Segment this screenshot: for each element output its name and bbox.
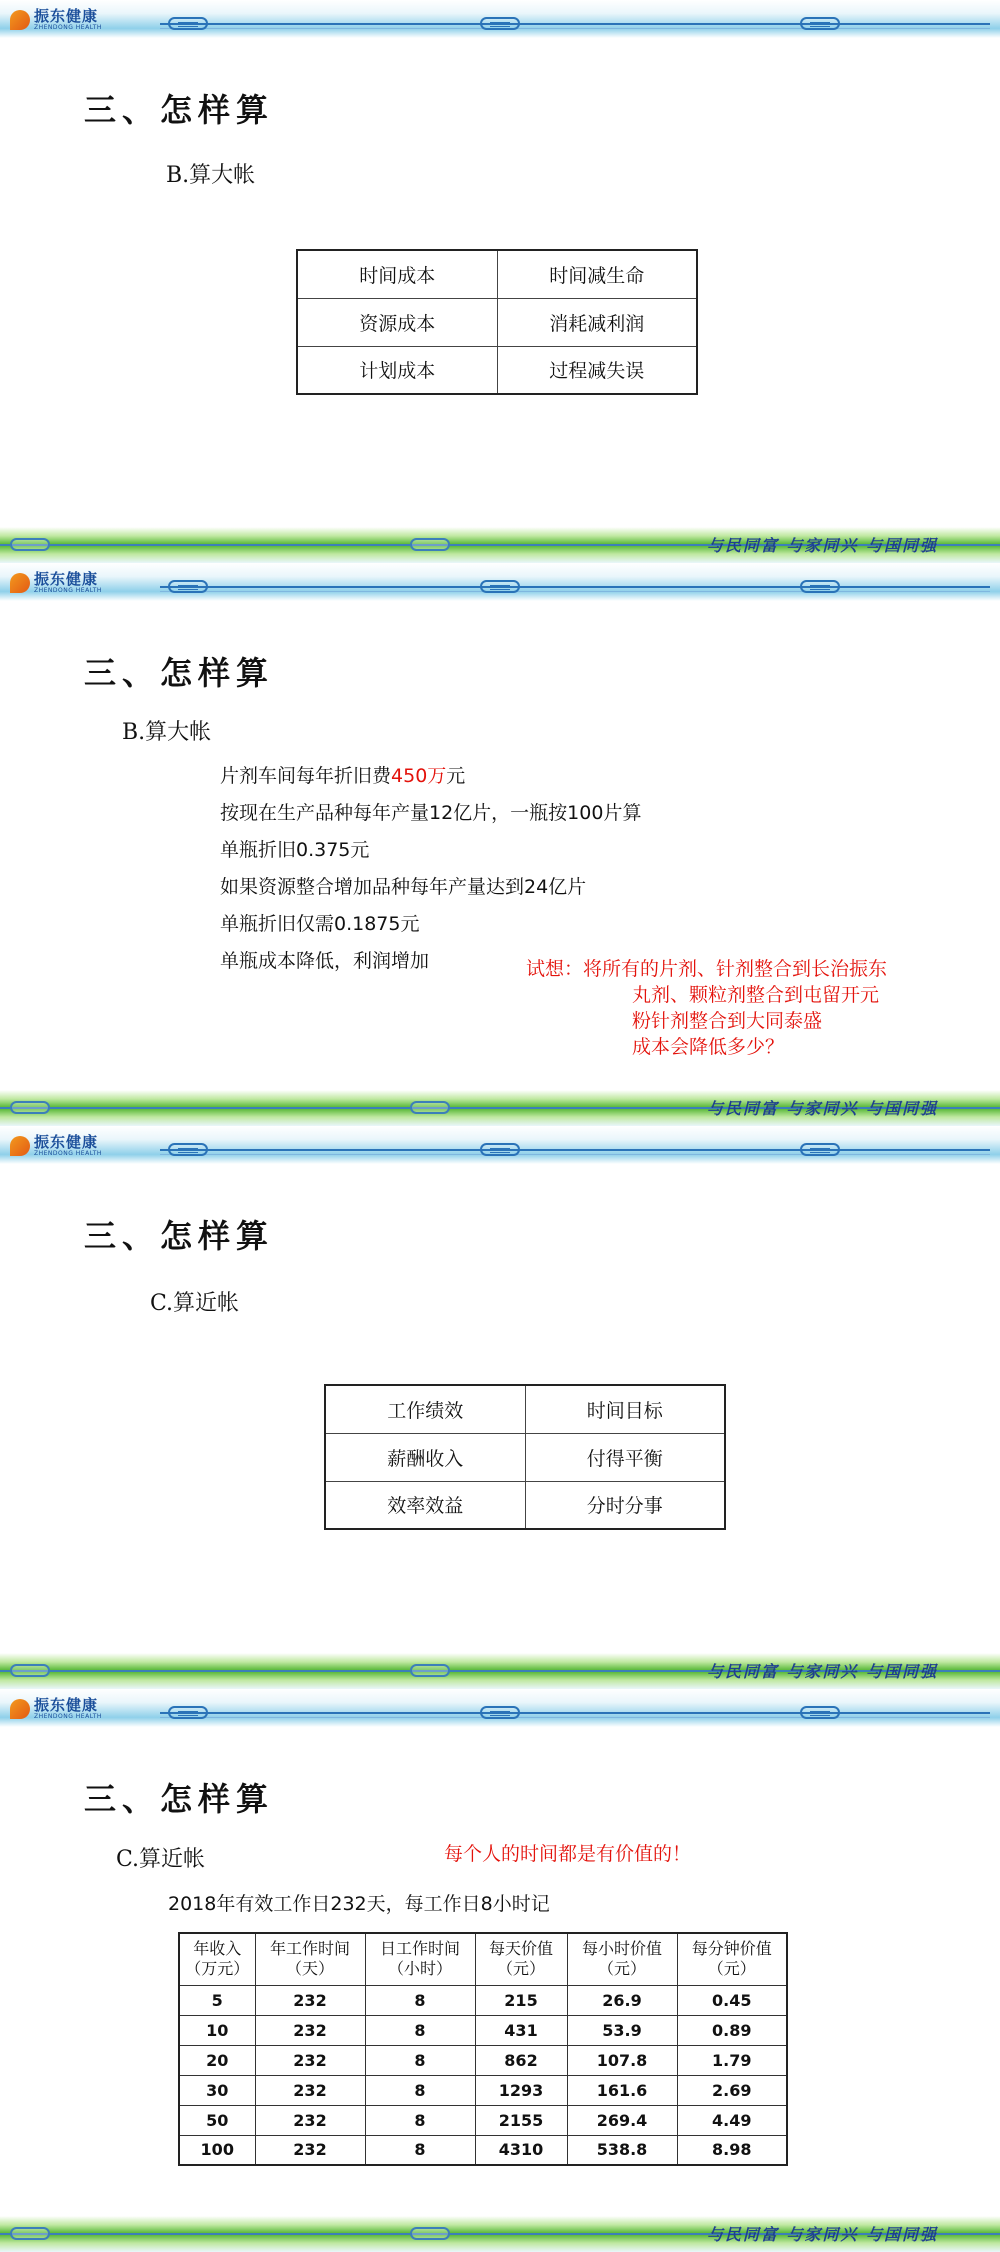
scroll-ornament-icon (10, 2227, 50, 2240)
scroll-ornament-icon (10, 1101, 50, 1114)
table-cell: 107.8 (567, 2045, 677, 2075)
brand-name: 振东健康 (34, 1133, 99, 1151)
header-band (0, 0, 1000, 38)
table-cell: 工作绩效 (325, 1385, 525, 1433)
header-rule (160, 586, 990, 588)
text-line: 按现在生产品种每年产量12亿片，一瓶按100片算 (220, 802, 642, 824)
text-line: 如果资源整合增加品种每年产量达到24亿片 (220, 876, 587, 898)
slide-1 (0, 0, 1000, 563)
trial-note (526, 956, 887, 1060)
table-row (179, 2135, 787, 2165)
table-cell: 8 (365, 2105, 475, 2135)
text-line: 单瓶折旧仅需0.1875元 (220, 913, 420, 935)
text-line: 单瓶成本降低，利润增加 (220, 950, 430, 972)
text-line (220, 761, 465, 788)
scroll-ornament-icon (410, 2227, 450, 2240)
table-cell: 计划成本 (297, 346, 497, 394)
header-rule (160, 23, 990, 25)
table-cell: 538.8 (567, 2135, 677, 2165)
table-cell: 8 (365, 2135, 475, 2165)
brand-name-en: ZHENDONG HEALTH (34, 24, 102, 31)
table-cell: 分时分事 (525, 1481, 725, 1529)
scroll-ornament-icon (800, 1143, 840, 1156)
table-cell: 862 (475, 2045, 567, 2075)
brand-mark-icon (10, 1699, 30, 1719)
scroll-ornament-icon (410, 1664, 450, 1677)
slide-2 (0, 563, 1000, 1126)
table-cell: 薪酬收入 (325, 1433, 525, 1481)
header-rule (160, 1149, 990, 1151)
slide-subtitle: B.算大帐 (166, 163, 256, 188)
time-value-table (178, 1932, 788, 2166)
table-cell: 5 (179, 1985, 255, 2015)
table-row (179, 2045, 787, 2075)
column-header: 日工作时间 （小时） (365, 1933, 475, 1985)
table-cell: 26.9 (567, 1985, 677, 2015)
column-header: 每分钟价值 （元） (677, 1933, 787, 1985)
scroll-ornament-icon (800, 17, 840, 30)
table-cell: 431 (475, 2015, 567, 2045)
table-cell: 232 (255, 2015, 365, 2045)
footer-band (0, 527, 1000, 563)
table-row (325, 1385, 725, 1433)
slide-title: 三、怎样算 (84, 1217, 275, 1255)
header-band (0, 1689, 1000, 1727)
table-cell: 时间减生命 (497, 250, 697, 298)
scroll-ornament-icon (168, 17, 208, 30)
footer-slogan: 与民同富 与家同兴 与国同强 (706, 1662, 938, 1681)
scroll-ornament-icon (168, 1143, 208, 1156)
trial-line: 粉针剂整合到大同泰盛 (632, 1010, 823, 1032)
brand-logo (10, 1697, 102, 1721)
table-cell: 1293 (475, 2075, 567, 2105)
slide-subtitle: C.算近帐 (116, 1847, 206, 1872)
slide-4 (0, 1689, 1000, 2252)
table-cell: 232 (255, 2075, 365, 2105)
table-cell: 269.4 (567, 2105, 677, 2135)
column-header: 年工作时间 （天） (255, 1933, 365, 1985)
slide-subtitle: B.算大帐 (122, 720, 212, 745)
scroll-ornament-icon (10, 1664, 50, 1677)
column-header: 年收入 （万元） (179, 1933, 255, 1985)
cost-table (296, 249, 698, 395)
table-cell: 消耗减利润 (497, 298, 697, 346)
brand-mark-icon (10, 10, 30, 30)
header-rule-thin (160, 1154, 990, 1155)
table-cell: 232 (255, 1985, 365, 2015)
text-line-prefix: 片剂车间每年折旧费 (220, 765, 392, 787)
scroll-ornament-icon (10, 538, 50, 551)
brand-mark-icon (10, 1136, 30, 1156)
table-header-row (179, 1933, 787, 1985)
header-band (0, 1126, 1000, 1164)
table-cell: 8 (365, 2045, 475, 2075)
brand-mark-icon (10, 573, 30, 593)
table-row (297, 346, 697, 394)
table-row (179, 2015, 787, 2045)
scroll-ornament-icon (800, 1706, 840, 1719)
brand-logo (10, 571, 102, 595)
table-cell: 10 (179, 2015, 255, 2045)
highlight-amount: 450万 (391, 765, 447, 787)
table-cell: 50 (179, 2105, 255, 2135)
table-cell: 232 (255, 2105, 365, 2135)
header-rule-thin (160, 591, 990, 592)
scroll-ornament-icon (410, 1101, 450, 1114)
header-rule-thin (160, 1717, 990, 1718)
table-cell: 232 (255, 2045, 365, 2075)
table-row (297, 298, 697, 346)
table-cell: 时间目标 (525, 1385, 725, 1433)
footer-slogan: 与民同富 与家同兴 与国同强 (706, 1099, 938, 1118)
text-line: 单瓶折旧0.375元 (220, 839, 370, 861)
table-cell: 0.45 (677, 1985, 787, 2015)
table-row (179, 2075, 787, 2105)
table-cell: 232 (255, 2135, 365, 2165)
intro-text: 2018年有效工作日232天，每工作日8小时记 (168, 1893, 550, 1915)
brand-name: 振东健康 (34, 570, 99, 588)
table-cell: 资源成本 (297, 298, 497, 346)
table-cell: 20 (179, 2045, 255, 2075)
table-cell: 时间成本 (297, 250, 497, 298)
brand-name-en: ZHENDONG HEALTH (34, 1713, 102, 1720)
slide-3 (0, 1126, 1000, 1689)
table-row (325, 1481, 725, 1529)
brand-logo (10, 8, 102, 32)
text-line-suffix: 元 (446, 765, 466, 787)
table-cell: 2155 (475, 2105, 567, 2135)
footer-band (0, 1090, 1000, 1126)
brand-name: 振东健康 (34, 7, 99, 25)
table-row (179, 2105, 787, 2135)
footer-band (0, 1653, 1000, 1689)
trial-line: 成本会降低多少？ (632, 1036, 785, 1058)
table-cell: 161.6 (567, 2075, 677, 2105)
scroll-ornament-icon (480, 580, 520, 593)
brand-logo (10, 1134, 102, 1158)
brand-name: 振东健康 (34, 1696, 99, 1714)
slide-subtitle: C.算近帐 (150, 1291, 240, 1316)
efficiency-table (324, 1384, 726, 1530)
scroll-ornament-icon (480, 1706, 520, 1719)
table-cell: 8 (365, 2075, 475, 2105)
table-cell: 效率效益 (325, 1481, 525, 1529)
table-cell: 30 (179, 2075, 255, 2105)
scroll-ornament-icon (800, 580, 840, 593)
value-note: 每个人的时间都是有价值的！ (444, 1843, 692, 1865)
table-cell: 0.89 (677, 2015, 787, 2045)
footer-band (0, 2216, 1000, 2252)
column-header: 每小时价值 （元） (567, 1933, 677, 1985)
footer-slogan: 与民同富 与家同兴 与国同强 (706, 536, 938, 555)
header-rule-thin (160, 28, 990, 29)
table-cell: 付得平衡 (525, 1433, 725, 1481)
scroll-ornament-icon (410, 538, 450, 551)
brand-name-en: ZHENDONG HEALTH (34, 587, 102, 594)
table-row (325, 1433, 725, 1481)
scroll-ornament-icon (480, 1143, 520, 1156)
scroll-ornament-icon (480, 17, 520, 30)
table-cell: 100 (179, 2135, 255, 2165)
slide-title: 三、怎样算 (84, 91, 275, 129)
table-cell: 8.98 (677, 2135, 787, 2165)
footer-slogan: 与民同富 与家同兴 与国同强 (706, 2225, 938, 2244)
table-cell: 4.49 (677, 2105, 787, 2135)
table-row (297, 250, 697, 298)
table-cell: 53.9 (567, 2015, 677, 2045)
table-cell: 过程减失误 (497, 346, 697, 394)
table-cell: 8 (365, 1985, 475, 2015)
scroll-ornament-icon (168, 580, 208, 593)
trial-line: 丸剂、颗粒剂整合到屯留开元 (632, 984, 880, 1006)
trial-line: 试想：将所有的片剂、针剂整合到长治振东 (526, 958, 888, 980)
scroll-ornament-icon (168, 1706, 208, 1719)
header-rule (160, 1712, 990, 1714)
table-cell: 1.79 (677, 2045, 787, 2075)
table-cell: 4310 (475, 2135, 567, 2165)
table-cell: 215 (475, 1985, 567, 2015)
table-cell: 8 (365, 2015, 475, 2045)
slide-title: 三、怎样算 (84, 1780, 275, 1818)
brand-name-en: ZHENDONG HEALTH (34, 1150, 102, 1157)
column-header: 每天价值 （元） (475, 1933, 567, 1985)
table-row (179, 1985, 787, 2015)
header-band (0, 563, 1000, 601)
slide-title: 三、怎样算 (84, 654, 275, 692)
table-cell: 2.69 (677, 2075, 787, 2105)
